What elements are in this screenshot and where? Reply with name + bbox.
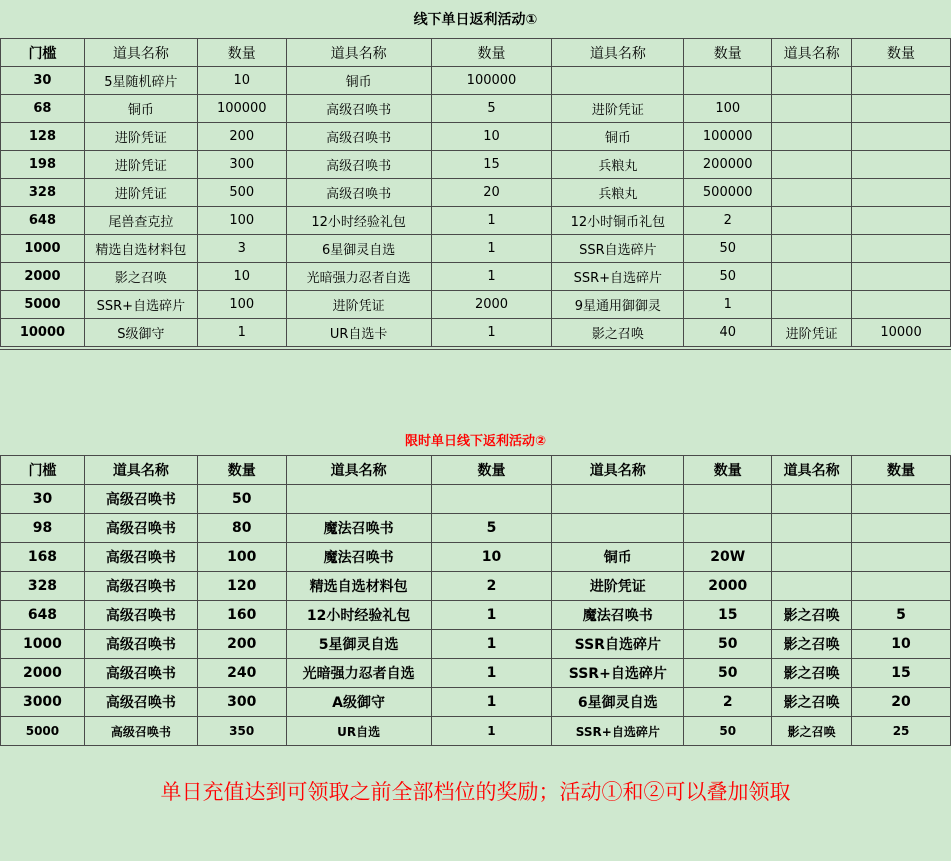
threshold-cell: 30 [1,485,85,514]
quantity-cell: 15 [431,151,552,179]
quantity-cell: 20 [431,179,552,207]
threshold-cell: 1000 [1,235,85,263]
item-name-cell [286,485,431,514]
table-row [1,630,951,659]
item-name-cell: 6星御灵自选 [286,235,431,263]
column-header: 数量 [197,39,286,67]
quantity-cell: 10 [197,263,286,291]
quantity-cell: 20 [852,688,951,717]
table-row [1,717,951,746]
quantity-cell [852,179,951,207]
item-name-cell: 进阶凭证 [84,123,197,151]
quantity-cell [852,263,951,291]
item-name-cell [552,485,684,514]
quantity-cell: 100 [197,291,286,319]
quantity-cell: 200 [197,123,286,151]
quantity-cell [852,95,951,123]
quantity-cell [684,485,772,514]
threshold-cell: 5000 [1,717,85,746]
table-row [1,291,951,319]
quantity-cell: 300 [197,151,286,179]
quantity-cell: 100 [197,543,286,572]
item-name-cell: 影之召唤 [772,717,852,746]
item-name-cell: 6星御灵自选 [552,688,684,717]
quantity-cell [852,67,951,95]
item-name-cell: SSR+自选碎片 [552,263,684,291]
quantity-cell: 10000 [852,319,951,347]
quantity-cell: 5 [852,601,951,630]
quantity-cell [852,207,951,235]
column-header: 数量 [431,39,552,67]
table-row [1,207,951,235]
item-name-cell: 影之召唤 [772,630,852,659]
threshold-cell: 68 [1,95,85,123]
quantity-cell: 25 [852,717,951,746]
footer-note: 单日充值达到可领取之前全部档位的奖励；活动①和②可以叠加领取 [160,780,791,804]
table-row [1,572,951,601]
item-name-cell: 高级召唤书 [84,688,197,717]
item-name-cell: 进阶凭证 [552,572,684,601]
quantity-cell: 1 [431,630,552,659]
column-header: 数量 [852,456,951,485]
quantity-cell: 200 [197,630,286,659]
column-header: 道具名称 [84,456,197,485]
quantity-cell: 1 [431,659,552,688]
quantity-cell: 300 [197,688,286,717]
quantity-cell: 40 [684,319,772,347]
item-name-cell: 进阶凭证 [772,319,852,347]
quantity-cell: 50 [684,235,772,263]
quantity-cell: 1 [684,291,772,319]
column-header: 道具名称 [286,456,431,485]
item-name-cell: 光暗强力忍者自选 [286,263,431,291]
quantity-cell [852,514,951,543]
item-name-cell: 尾兽查克拉 [84,207,197,235]
item-name-cell: SSR自选碎片 [552,630,684,659]
table-row [1,543,951,572]
threshold-cell: 168 [1,543,85,572]
quantity-cell: 100000 [684,123,772,151]
threshold-cell: 98 [1,514,85,543]
table-row [1,151,951,179]
column-header: 道具名称 [552,456,684,485]
table-row [1,514,951,543]
quantity-cell: 50 [684,630,772,659]
quantity-cell [684,514,772,543]
item-name-cell: 铜币 [552,543,684,572]
item-name-cell: 5星御灵自选 [286,630,431,659]
item-name-cell [772,179,852,207]
item-name-cell: 影之召唤 [772,601,852,630]
threshold-cell: 2000 [1,263,85,291]
column-header: 门槛 [1,39,85,67]
quantity-cell [852,291,951,319]
item-name-cell: 魔法召唤书 [552,601,684,630]
quantity-cell: 100 [197,207,286,235]
activity1-table [0,0,951,347]
quantity-cell: 1 [431,207,552,235]
threshold-cell: 648 [1,207,85,235]
threshold-cell: 30 [1,67,85,95]
item-name-cell: SSR+自选碎片 [84,291,197,319]
activity1-title: 线下单日返利活动① [1,0,951,39]
column-header: 道具名称 [286,39,431,67]
item-name-cell: 进阶凭证 [286,291,431,319]
item-name-cell: 魔法召唤书 [286,514,431,543]
column-header: 门槛 [1,456,85,485]
item-name-cell [772,291,852,319]
activity2-title: 限时单日线下返利活动② [1,424,951,456]
item-name-cell: 兵粮丸 [552,151,684,179]
item-name-cell: 高级召唤书 [84,601,197,630]
quantity-cell: 160 [197,601,286,630]
column-header: 道具名称 [552,39,684,67]
threshold-cell: 198 [1,151,85,179]
item-name-cell: 进阶凭证 [552,95,684,123]
item-name-cell [772,263,852,291]
quantity-cell: 200000 [684,151,772,179]
table-row [1,659,951,688]
quantity-cell: 240 [197,659,286,688]
quantity-cell: 50 [684,659,772,688]
item-name-cell: 高级召唤书 [84,543,197,572]
quantity-cell: 120 [197,572,286,601]
quantity-cell: 100000 [431,67,552,95]
item-name-cell: 高级召唤书 [84,659,197,688]
blank-gap [0,349,951,425]
column-header: 数量 [431,456,552,485]
activity2-table [0,424,951,746]
item-name-cell: 精选自选材料包 [84,235,197,263]
threshold-cell: 648 [1,601,85,630]
quantity-cell: 10 [431,543,552,572]
quantity-cell: 80 [197,514,286,543]
quantity-cell [852,572,951,601]
quantity-cell [852,151,951,179]
quantity-cell: 50 [684,263,772,291]
quantity-cell: 1 [197,319,286,347]
item-name-cell: 高级召唤书 [84,572,197,601]
threshold-cell: 2000 [1,659,85,688]
quantity-cell: 1 [431,717,552,746]
item-name-cell: 精选自选材料包 [286,572,431,601]
quantity-cell: 2000 [431,291,552,319]
quantity-cell: 100000 [197,95,286,123]
item-name-cell [772,514,852,543]
item-name-cell: 兵粮丸 [552,179,684,207]
quantity-cell: 10 [431,123,552,151]
activity2-header-row [1,456,951,485]
quantity-cell: 2 [684,207,772,235]
table-row [1,67,951,95]
item-name-cell: 高级召唤书 [286,151,431,179]
item-name-cell: UR自选卡 [286,319,431,347]
item-name-cell: 进阶凭证 [84,179,197,207]
item-name-cell: 高级召唤书 [286,123,431,151]
item-name-cell [772,207,852,235]
item-name-cell: 铜币 [84,95,197,123]
table-row [1,95,951,123]
item-name-cell [772,543,852,572]
quantity-cell [852,235,951,263]
item-name-cell [772,123,852,151]
column-header: 数量 [684,39,772,67]
item-name-cell: 12小时经验礼包 [286,601,431,630]
column-header: 数量 [852,39,951,67]
table-row [1,123,951,151]
item-name-cell [552,514,684,543]
quantity-cell: 1 [431,601,552,630]
threshold-cell: 328 [1,179,85,207]
quantity-cell: 3 [197,235,286,263]
item-name-cell: 铜币 [286,67,431,95]
quantity-cell: 100 [684,95,772,123]
quantity-cell: 2 [431,572,552,601]
item-name-cell: 进阶凭证 [84,151,197,179]
item-name-cell: 影之召唤 [772,659,852,688]
activity1-header-row [1,39,951,67]
quantity-cell: 20W [684,543,772,572]
item-name-cell [772,235,852,263]
item-name-cell: SSR+自选碎片 [552,659,684,688]
quantity-cell: 15 [852,659,951,688]
table-row [1,179,951,207]
item-name-cell: UR自选 [286,717,431,746]
item-name-cell: 高级召唤书 [84,717,197,746]
table-row [1,688,951,717]
item-name-cell: 影之召唤 [772,688,852,717]
column-header: 道具名称 [772,39,852,67]
quantity-cell: 1 [431,263,552,291]
item-name-cell [772,572,852,601]
threshold-cell: 5000 [1,291,85,319]
quantity-cell: 500000 [684,179,772,207]
quantity-cell [431,485,552,514]
item-name-cell: 5星随机碎片 [84,67,197,95]
item-name-cell: 魔法召唤书 [286,543,431,572]
quantity-cell: 5 [431,514,552,543]
item-name-cell: 铜币 [552,123,684,151]
threshold-cell: 128 [1,123,85,151]
item-name-cell [772,151,852,179]
quantity-cell: 5 [431,95,552,123]
threshold-cell: 10000 [1,319,85,347]
quantity-cell: 10 [852,630,951,659]
item-name-cell [772,485,852,514]
quantity-cell: 1 [431,319,552,347]
item-name-cell: A级御守 [286,688,431,717]
quantity-cell: 10 [197,67,286,95]
item-name-cell: 高级召唤书 [84,485,197,514]
table-row [1,319,951,347]
quantity-cell: 1 [431,688,552,717]
item-name-cell: 光暗强力忍者自选 [286,659,431,688]
item-name-cell: SSR自选碎片 [552,235,684,263]
item-name-cell: S级御守 [84,319,197,347]
quantity-cell [852,485,951,514]
table-row [1,485,951,514]
quantity-cell: 1 [431,235,552,263]
quantity-cell [684,67,772,95]
quantity-cell [852,123,951,151]
item-name-cell [772,67,852,95]
item-name-cell [552,67,684,95]
item-name-cell: 12小时铜币礼包 [552,207,684,235]
quantity-cell: 15 [684,601,772,630]
table-row [1,235,951,263]
column-header: 道具名称 [772,456,852,485]
table-row [1,263,951,291]
column-header: 数量 [684,456,772,485]
table-row [1,601,951,630]
threshold-cell: 328 [1,572,85,601]
item-name-cell: 高级召唤书 [286,179,431,207]
quantity-cell: 50 [684,717,772,746]
item-name-cell: SSR+自选碎片 [552,717,684,746]
item-name-cell [772,95,852,123]
quantity-cell: 500 [197,179,286,207]
item-name-cell: 12小时经验礼包 [286,207,431,235]
quantity-cell [852,543,951,572]
threshold-cell: 3000 [1,688,85,717]
item-name-cell: 高级召唤书 [84,630,197,659]
item-name-cell: 高级召唤书 [286,95,431,123]
item-name-cell: 高级召唤书 [84,514,197,543]
column-header: 道具名称 [84,39,197,67]
item-name-cell: 9星通用御御灵 [552,291,684,319]
column-header: 数量 [197,456,286,485]
quantity-cell: 50 [197,485,286,514]
quantity-cell: 350 [197,717,286,746]
item-name-cell: 影之召唤 [552,319,684,347]
quantity-cell: 2000 [684,572,772,601]
quantity-cell: 2 [684,688,772,717]
item-name-cell: 影之召唤 [84,263,197,291]
threshold-cell: 1000 [1,630,85,659]
